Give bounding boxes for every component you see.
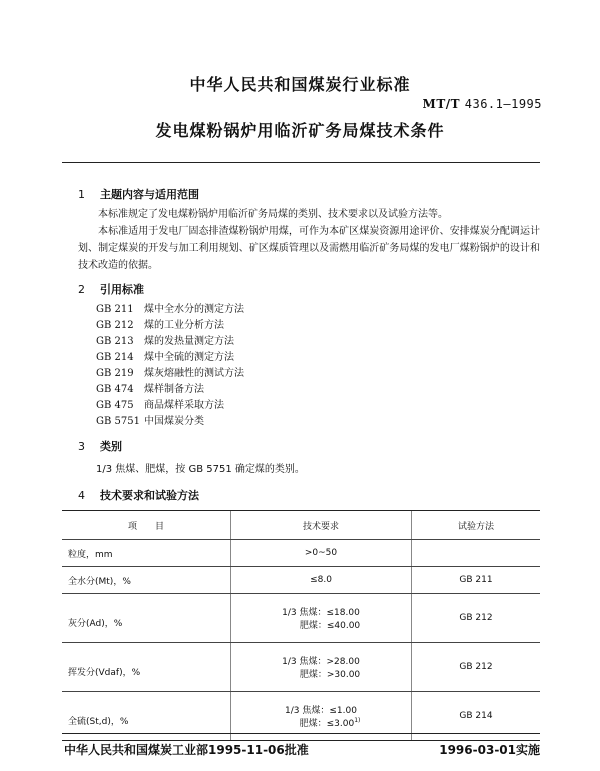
table-cell-requirement: >0~50 xyxy=(231,540,412,567)
table-cell-item: 粒度，mm xyxy=(62,540,231,567)
table-cell-method: GB 214 xyxy=(412,692,541,741)
table-cell-item: 全硫(St,d)，% xyxy=(62,692,231,741)
section-title: 类别 xyxy=(100,440,122,453)
reference-item: GB 212 煤的工业分析方法 xyxy=(96,320,224,331)
section-number: 1 xyxy=(78,188,85,201)
section-1-paragraph-1: 本标准规定了发电煤粉锅炉用临沂矿务局煤的类别、技术要求以及试验方法等。 xyxy=(98,209,448,220)
table-header-row xyxy=(62,511,540,540)
issuing-organization: 中华人民共和国煤炭行业标准 xyxy=(189,75,411,94)
table-cell-requirement: 1/3 焦煤：≤18.00 肥煤：≤40.00 xyxy=(231,594,412,643)
table-row xyxy=(62,567,540,594)
standard-prefix: MT/T xyxy=(422,97,461,111)
reference-item: GB 213 煤的发热量测定方法 xyxy=(96,336,234,347)
table-cell-requirement: 1/3 焦煤：>28.00 肥煤：>30.00 xyxy=(231,643,412,692)
table-row xyxy=(62,594,540,643)
table-cell-method: GB 212 xyxy=(412,594,541,643)
technical-requirements-table xyxy=(62,510,540,741)
table-cell-item: 灰分(Ad)，% xyxy=(62,594,231,643)
reference-list xyxy=(96,302,244,430)
reference-item: GB 474 煤样制备方法 xyxy=(96,384,204,395)
table-cell-item: 全水分(Mt)，% xyxy=(62,567,231,594)
reference-item: GB 219 煤灰熔融性的测试方法 xyxy=(96,368,244,379)
column-header-requirement: 技术要求 xyxy=(231,511,412,540)
column-header-method: 试验方法 xyxy=(412,511,541,540)
section-4-heading xyxy=(78,487,199,503)
standard-code xyxy=(423,97,542,111)
section-1-heading xyxy=(78,186,199,202)
table-cell-requirement: ≤8.0 xyxy=(231,567,412,594)
reference-item: GB 475 商品煤样采取方法 xyxy=(96,400,224,411)
table-cell-method xyxy=(412,540,541,567)
column-header-item: 项 目 xyxy=(62,511,231,540)
standard-number: 436.1—1995 xyxy=(464,97,542,111)
table-cell-method: GB 211 xyxy=(412,567,541,594)
table-cell-requirement: 1/3 焦煤：≤1.00 肥煤：$\le 3.00^{1)}$ xyxy=(231,692,412,741)
reference-item: GB 211 煤中全水分的测定方法 xyxy=(96,304,244,315)
document-title: 发电煤粉锅炉用临沂矿务局煤技术条件 xyxy=(155,121,445,140)
reference-item: GB 214 煤中全硫的测定方法 xyxy=(96,352,234,363)
approval-line: 中华人民共和国煤炭工业部1995-11-06批准 xyxy=(64,743,309,757)
table-row xyxy=(62,540,540,567)
footer-divider xyxy=(62,733,540,734)
section-3-heading xyxy=(78,438,122,454)
section-title: 技术要求和试验方法 xyxy=(100,489,199,502)
implementation-date: 1996-03-01实施 xyxy=(439,743,540,757)
reference-item: GB 5751 中国煤炭分类 xyxy=(96,416,204,427)
table-cell-item: 挥发分(Vdaf)，% xyxy=(62,643,231,692)
section-title: 引用标准 xyxy=(100,283,144,296)
section-3-text: 1/3 焦煤、肥煤，按 GB 5751 确定煤的类别。 xyxy=(96,464,305,475)
section-title: 主题内容与适用范围 xyxy=(100,188,199,201)
table-cell-method: GB 212 xyxy=(412,643,541,692)
section-number: 3 xyxy=(78,440,85,453)
table-row xyxy=(62,643,540,692)
section-1-paragraph-2: 本标准适用于发电厂固态排渣煤粉锅炉用煤，可作为本矿区煤炭资源用途评价、安排煤炭分配调运计划、制定煤炭的开发与加工利用规划、矿区煤质管理以及需燃用临沂矿务局煤的发电厂煤粉锅炉的设计和技术改造的依据。 xyxy=(78,226,540,271)
section-2-heading xyxy=(78,281,144,297)
section-number: 2 xyxy=(78,283,85,296)
header-divider xyxy=(62,162,540,163)
footnote-marker: 1) xyxy=(354,717,361,724)
section-number: 4 xyxy=(78,489,85,502)
